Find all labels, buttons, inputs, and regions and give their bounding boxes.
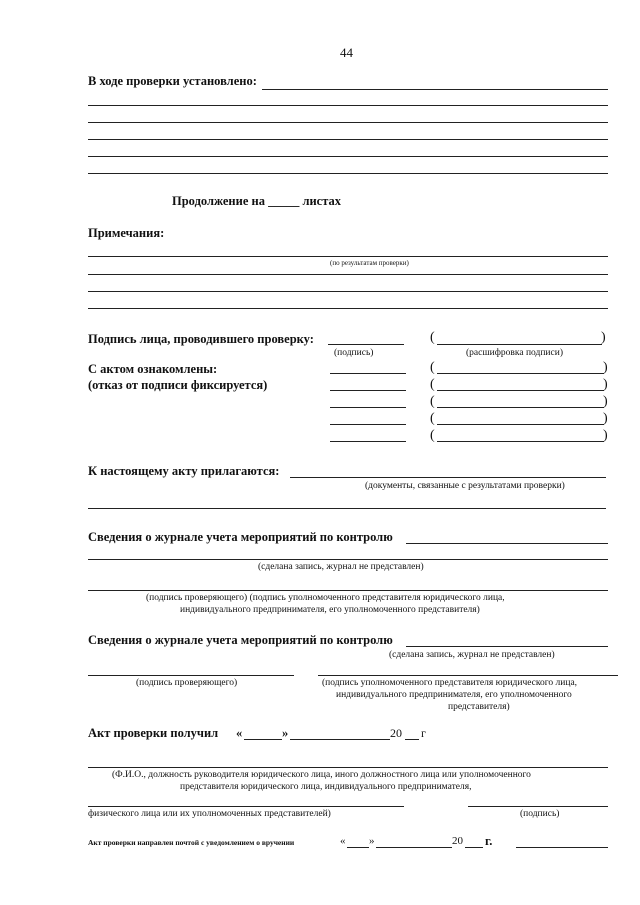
sent-year-suffix: г. <box>485 834 493 848</box>
continuation-text <box>172 194 341 209</box>
journal1-line-2 <box>88 559 608 560</box>
attachments-label: К настоящему акту прилагаются: <box>88 464 280 478</box>
established-label: В ходе проверки установлено: <box>88 74 257 88</box>
continuation-suffix: листах <box>302 194 342 208</box>
journal2-rep-caption-1: (подпись уполномоченного представителя юридического лица, <box>322 678 578 688</box>
established-line-1 <box>262 89 608 90</box>
established-line-2 <box>88 105 608 106</box>
received-month-line <box>290 739 390 740</box>
fio-caption-1: (Ф.И.О., должность руководителя юридического лица, иного должностного лица или уполномоченного <box>112 770 531 780</box>
acquainted-label: С актом ознакомлены: <box>88 362 218 376</box>
journal1-signatures: (подпись проверяющего) (подпись уполномоченного представителя юридического лица, <box>146 593 505 603</box>
established-line-5 <box>88 156 608 157</box>
acq-close-paren-2: ) <box>603 377 608 392</box>
acq-open-paren-4: ( <box>430 411 435 426</box>
received-year: 20 <box>390 726 402 740</box>
journal2-rep-line <box>318 675 618 676</box>
acq-open-paren-1: ( <box>430 360 435 375</box>
acq-decryption-line-4 <box>437 424 604 425</box>
sent-month-line <box>376 847 452 848</box>
acq-open-paren-3: ( <box>430 394 435 409</box>
attachments-line-1 <box>290 477 606 478</box>
acq-close-paren-4: ) <box>603 411 608 426</box>
journal2-inspector-caption: (подпись проверяющего) <box>136 678 238 688</box>
notes-hint: (по результатам проверки) <box>330 259 409 267</box>
acq-decryption-line-5 <box>437 441 604 442</box>
notes-label: Примечания: <box>88 226 165 240</box>
journal2-rep-caption-3: представителя) <box>448 702 510 712</box>
fio-signature-caption: (подпись) <box>520 809 560 819</box>
continuation-blank: _____ <box>268 194 300 208</box>
journal2-rep-caption-2: индивидуального предпринимателя, его уполномоченного <box>336 690 572 700</box>
sent-day-line <box>347 847 369 848</box>
acq-signature-line-2 <box>330 390 406 391</box>
journal2-label: Сведения о журнале учета мероприятий по контролю <box>88 633 393 647</box>
decryption-close-paren: ) <box>601 330 606 345</box>
fio-line-2 <box>88 806 404 807</box>
journal1-hint: (сделана запись, журнал не представлен) <box>258 562 424 572</box>
journal1-label: Сведения о журнале учета мероприятий по контролю <box>88 530 393 544</box>
sent-quote-close: » <box>369 835 375 847</box>
established-line-4 <box>88 139 608 140</box>
journal2-inspector-line <box>88 675 294 676</box>
notes-line-1 <box>88 256 608 257</box>
sent-signature-line <box>516 847 608 848</box>
journal2-hint: (сделана запись, журнал не представлен) <box>389 650 555 660</box>
journal1-line-3 <box>88 590 608 591</box>
received-quote-open: « <box>236 726 243 740</box>
attachments-line-2 <box>88 508 606 509</box>
received-year-suffix: г <box>421 726 426 740</box>
established-line-6 <box>88 173 608 174</box>
decryption-caption: (расшифровка подписи) <box>466 348 563 358</box>
journal1-signatures-line2: индивидуального предпринимателя, его уполномоченного представителя) <box>180 605 480 615</box>
notes-line-2 <box>88 274 608 275</box>
decryption-open-paren: ( <box>430 330 435 345</box>
fio-caption-3: физического лица или их уполномоченных представителей) <box>88 809 331 819</box>
sent-year: 20 <box>452 835 463 847</box>
sent-year-line <box>465 847 483 848</box>
acq-signature-line-4 <box>330 424 406 425</box>
fio-line <box>88 767 608 768</box>
fio-caption-2: представителя юридического лица, индивидуального предпринимателя, <box>180 782 472 792</box>
acq-decryption-line-1 <box>437 373 604 374</box>
acq-decryption-line-3 <box>437 407 604 408</box>
sent-label: Акт проверки направлен почтой с уведомлением о вручении <box>88 838 295 847</box>
journal2-line-1 <box>406 646 608 647</box>
established-line-3 <box>88 122 608 123</box>
signature-caption: (подпись) <box>334 348 374 358</box>
received-quote-close: » <box>282 726 289 740</box>
acq-close-paren-5: ) <box>603 428 608 443</box>
sent-quote-open: « <box>340 835 346 847</box>
acq-signature-line-5 <box>330 441 406 442</box>
received-day-line <box>244 739 282 740</box>
notes-line-3 <box>88 291 608 292</box>
acq-open-paren-2: ( <box>430 377 435 392</box>
received-label: Акт проверки получил <box>88 726 219 740</box>
decryption-line <box>437 344 602 345</box>
inspector-signature-label: Подпись лица, проводившего проверку: <box>88 332 314 346</box>
notes-line-4 <box>88 308 608 309</box>
received-year-line <box>405 739 419 740</box>
acq-signature-line-1 <box>330 373 406 374</box>
refusal-label: (отказ от подписи фиксируется) <box>88 378 268 392</box>
acq-close-paren-1: ) <box>603 360 608 375</box>
continuation-prefix: Продолжение на <box>172 194 265 208</box>
journal1-line-1 <box>406 543 608 544</box>
attachments-hint: (документы, связанные с результатами проверки) <box>365 481 565 491</box>
inspector-signature-line <box>328 344 404 345</box>
acq-decryption-line-2 <box>437 390 604 391</box>
fio-signature-line <box>468 806 608 807</box>
acq-close-paren-3: ) <box>603 394 608 409</box>
acq-signature-line-3 <box>330 407 406 408</box>
acq-open-paren-5: ( <box>430 428 435 443</box>
page-number: 44 <box>340 45 353 60</box>
